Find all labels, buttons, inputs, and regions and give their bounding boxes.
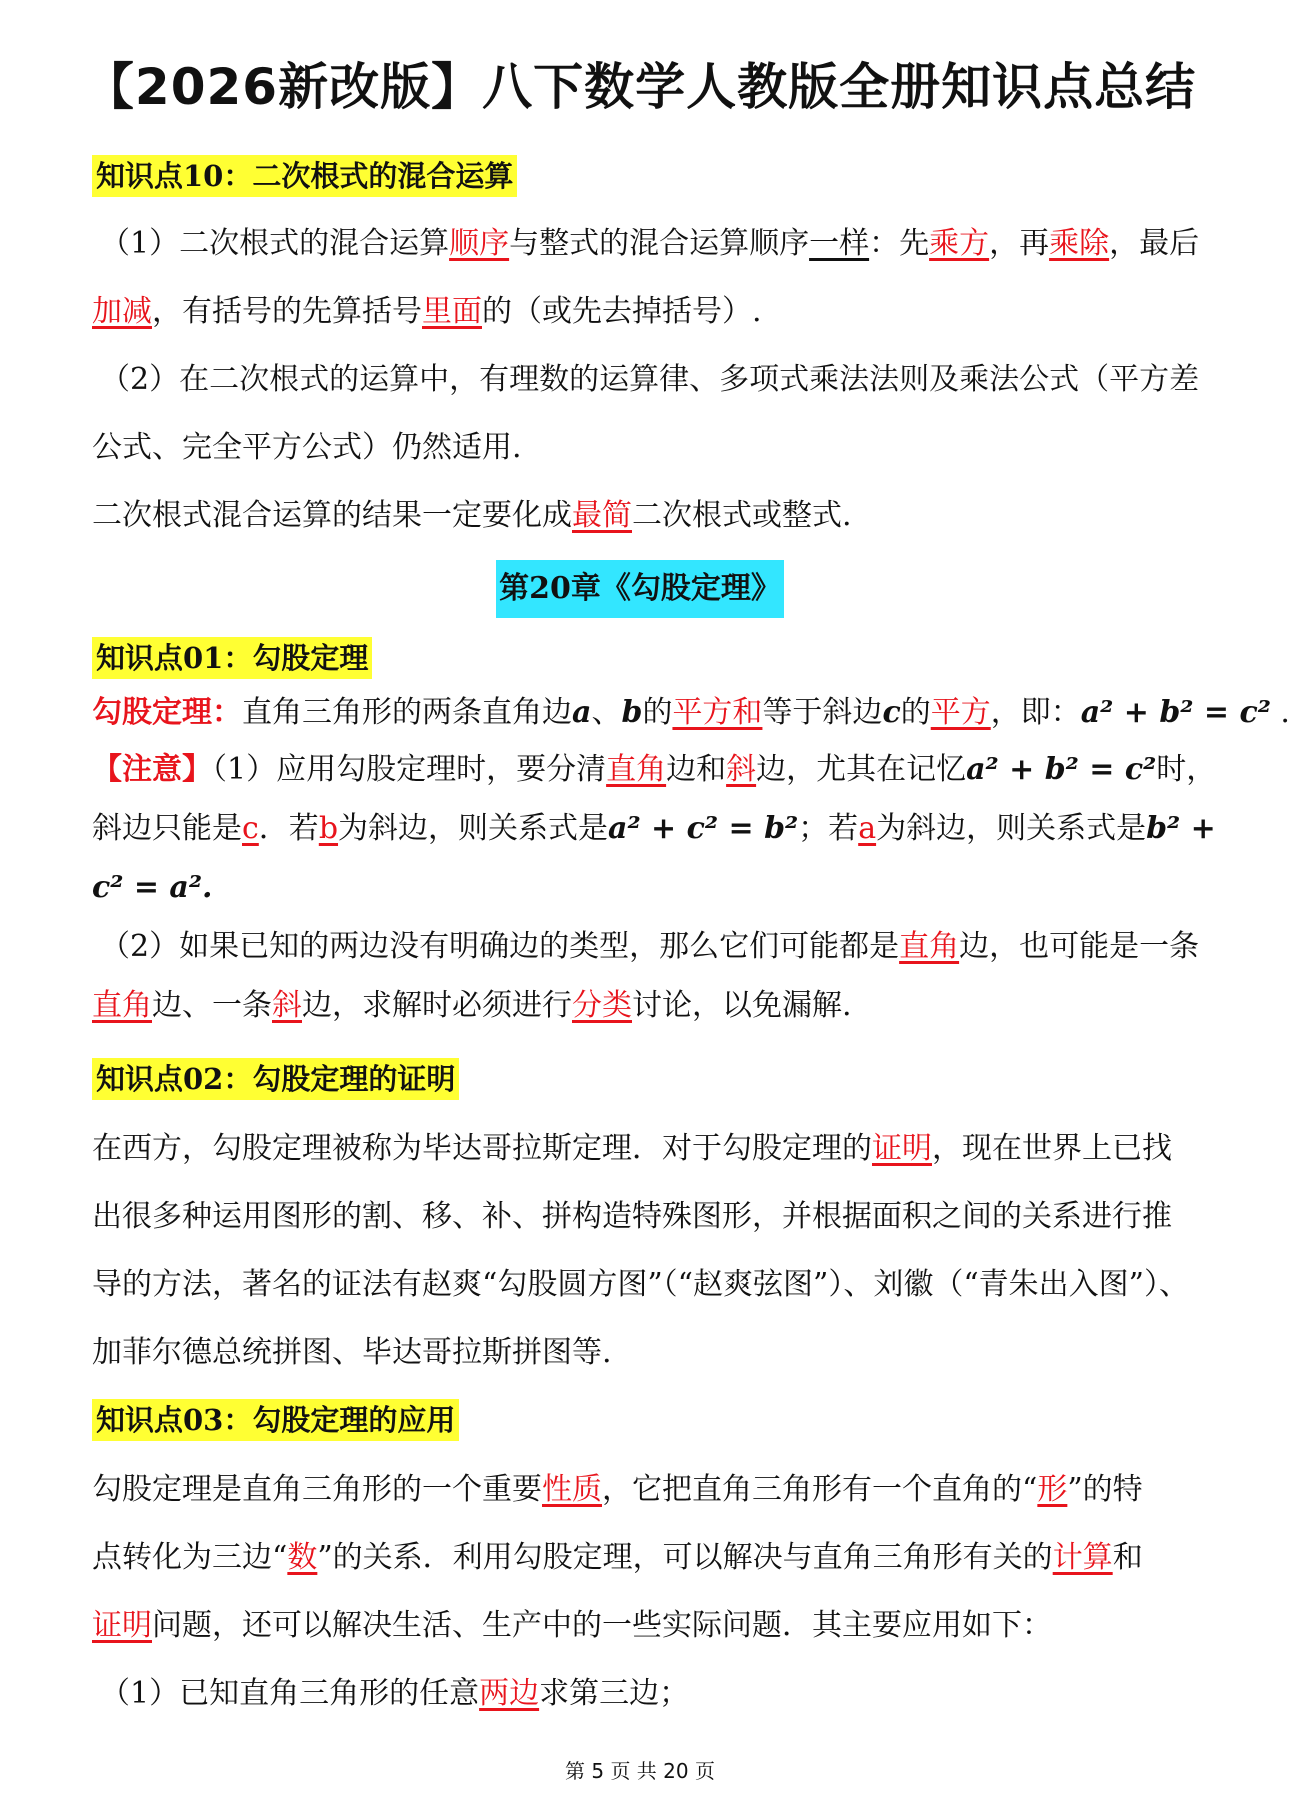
text: 为斜边，则关系式是 — [876, 811, 1147, 846]
math-formula: a² + b² = c² — [1080, 695, 1271, 730]
k01-line-3 — [92, 807, 1216, 851]
text: 的 — [642, 695, 673, 730]
highlight-term: 加减 — [92, 294, 152, 329]
k01-line-4 — [92, 866, 1202, 910]
highlight-term: 乘方 — [929, 226, 990, 261]
k02-line-1 — [92, 1127, 1202, 1171]
underlined-term: 一样 — [809, 226, 870, 261]
text: （1）已知直角三角形的任意 — [100, 1676, 480, 1711]
highlight-term: a — [858, 811, 877, 846]
text: 边，尤其在记忆 — [756, 752, 967, 787]
highlight-term: 顺序 — [449, 226, 510, 261]
highlight-term: 里面 — [422, 294, 482, 329]
text: 斜边只能是 — [92, 811, 242, 846]
text: 边、一条 — [152, 988, 272, 1023]
k03-line-1 — [92, 1468, 1202, 1512]
text: （2）如果已知的两边没有明确边的类型，那么它们可能都是 — [100, 929, 900, 964]
text: 讨论，以免漏解. — [632, 988, 852, 1023]
text: ，再 — [989, 226, 1050, 261]
definition-label: 勾股定理： — [92, 695, 242, 730]
k10-paragraph-line-1 — [100, 222, 1210, 266]
highlight-term: 直角 — [606, 752, 667, 787]
text: ”的关系．利用勾股定理，可以解决与直角三角形有关的 — [317, 1540, 1053, 1575]
text: 的（或先去掉括号）. — [482, 294, 762, 329]
k03-line-3 — [92, 1604, 1202, 1648]
math-var: c — [882, 695, 901, 730]
highlight-term: 两边 — [479, 1676, 540, 1711]
text: （1）二次根式的混合运算 — [100, 226, 450, 261]
highlight-term: 平方 — [930, 695, 991, 730]
text: 与整式的混合运算顺序 — [509, 226, 810, 261]
text: 边和 — [666, 752, 727, 787]
text: （1）应用勾股定理时，要分清 — [212, 752, 607, 787]
highlight-term: 计算 — [1052, 1540, 1113, 1575]
text: ，现在世界上已找 — [932, 1131, 1172, 1166]
text: 问题，还可以解决生活、生产中的一些实际问题．其主要应用如下： — [152, 1608, 1052, 1643]
text: ，最后 — [1109, 226, 1200, 261]
text: 边，也可能是一条 — [959, 929, 1200, 964]
k02-line-4: 加菲尔德总统拼图、毕达哥拉斯拼图等. — [92, 1335, 612, 1370]
section-heading-k03: 知识点03：勾股定理的应用 — [92, 1399, 459, 1441]
text: 点转化为三边“ — [92, 1540, 288, 1575]
highlight-term: c — [242, 811, 259, 846]
text: 在西方，勾股定理被称为毕达哥拉斯定理．对于勾股定理的 — [92, 1131, 872, 1166]
text: ：先 — [869, 226, 930, 261]
highlight-term: 分类 — [572, 988, 632, 1023]
text: ”的特 — [1067, 1472, 1143, 1507]
k01-line-1 — [92, 691, 1290, 735]
text: 和 — [1112, 1540, 1143, 1575]
highlight-term: 证明 — [92, 1608, 152, 1643]
text: 勾股定理是直角三角形的一个重要 — [92, 1472, 542, 1507]
text: 求第三边； — [539, 1676, 690, 1711]
k10-paragraph-line-2 — [92, 290, 1202, 334]
k10-paragraph-line-5 — [92, 494, 1202, 538]
page-title: 【2026新改版】八下数学人教版全册知识点总结 — [83, 58, 1197, 116]
text: 二次根式混合运算的结果一定要化成 — [92, 498, 572, 533]
highlight-term: b — [318, 811, 339, 846]
text: 、 — [591, 695, 622, 730]
text: 的 — [900, 695, 931, 730]
highlight-term: 数 — [287, 1540, 318, 1575]
text: ，即： — [990, 695, 1081, 730]
k01-line-2 — [92, 748, 1217, 792]
text: 为斜边，则关系式是 — [338, 811, 609, 846]
text: ，它把直角三角形有一个直角的“ — [602, 1472, 1038, 1507]
section-heading-k02: 知识点02：勾股定理的证明 — [92, 1058, 459, 1100]
math-formula: b² + — [1146, 811, 1216, 846]
highlight-term: 斜 — [272, 988, 302, 1023]
k02-line-3: 导的方法，著名的证法有赵爽“勾股圆方图”（“赵爽弦图”）、刘徽（“青朱出入图”）、 — [92, 1267, 1190, 1302]
page-footer: 第 5 页 共 20 页 — [565, 1759, 715, 1783]
text: ；若 — [798, 811, 859, 846]
text: 等于斜边 — [762, 695, 883, 730]
k02-line-2: 出很多种运用图形的割、移、补、拼构造特殊图形，并根据面积之间的关系进行推 — [92, 1199, 1172, 1234]
math-formula: a² + c² = b² — [608, 811, 799, 846]
note-label: 【注意】 — [92, 752, 212, 787]
chapter-heading: 第20章《勾股定理》 — [496, 560, 784, 618]
k10-paragraph-line-3: （2）在二次根式的运算中，有理数的运算律、多项式乘法法则及乘法公式（平方差 — [100, 362, 1200, 397]
text: 时， — [1156, 752, 1217, 787]
highlight-term: 直角 — [92, 988, 152, 1023]
highlight-term: 平方和 — [672, 695, 763, 730]
math-var: a — [572, 695, 592, 730]
k01-line-5 — [100, 925, 1210, 969]
highlight-term: 形 — [1037, 1472, 1068, 1507]
k01-line-6 — [92, 984, 1202, 1028]
text: . — [1270, 695, 1290, 730]
highlight-term: 直角 — [899, 929, 960, 964]
text: ，有括号的先算括号 — [152, 294, 422, 329]
text: ．若 — [258, 811, 319, 846]
text: 直角三角形的两条直角边 — [242, 695, 572, 730]
k03-line-4 — [100, 1672, 1210, 1716]
section-heading-k10: 知识点10：二次根式的混合运算 — [92, 155, 517, 197]
math-formula: a² + b² = c² — [966, 752, 1157, 787]
highlight-term: 乘除 — [1049, 226, 1110, 261]
highlight-term: 证明 — [872, 1131, 932, 1166]
math-formula: c² = a². — [92, 870, 213, 905]
section-heading-k01: 知识点01：勾股定理 — [92, 637, 372, 679]
k10-paragraph-line-4: 公式、完全平方公式）仍然适用. — [92, 430, 522, 465]
text: 边，求解时必须进行 — [302, 988, 572, 1023]
highlight-term: 性质 — [542, 1472, 602, 1507]
highlight-term: 最简 — [572, 498, 632, 533]
k03-line-2 — [92, 1536, 1202, 1580]
math-var: b — [621, 695, 643, 730]
highlight-term: 斜 — [726, 752, 757, 787]
text: 二次根式或整式. — [632, 498, 852, 533]
